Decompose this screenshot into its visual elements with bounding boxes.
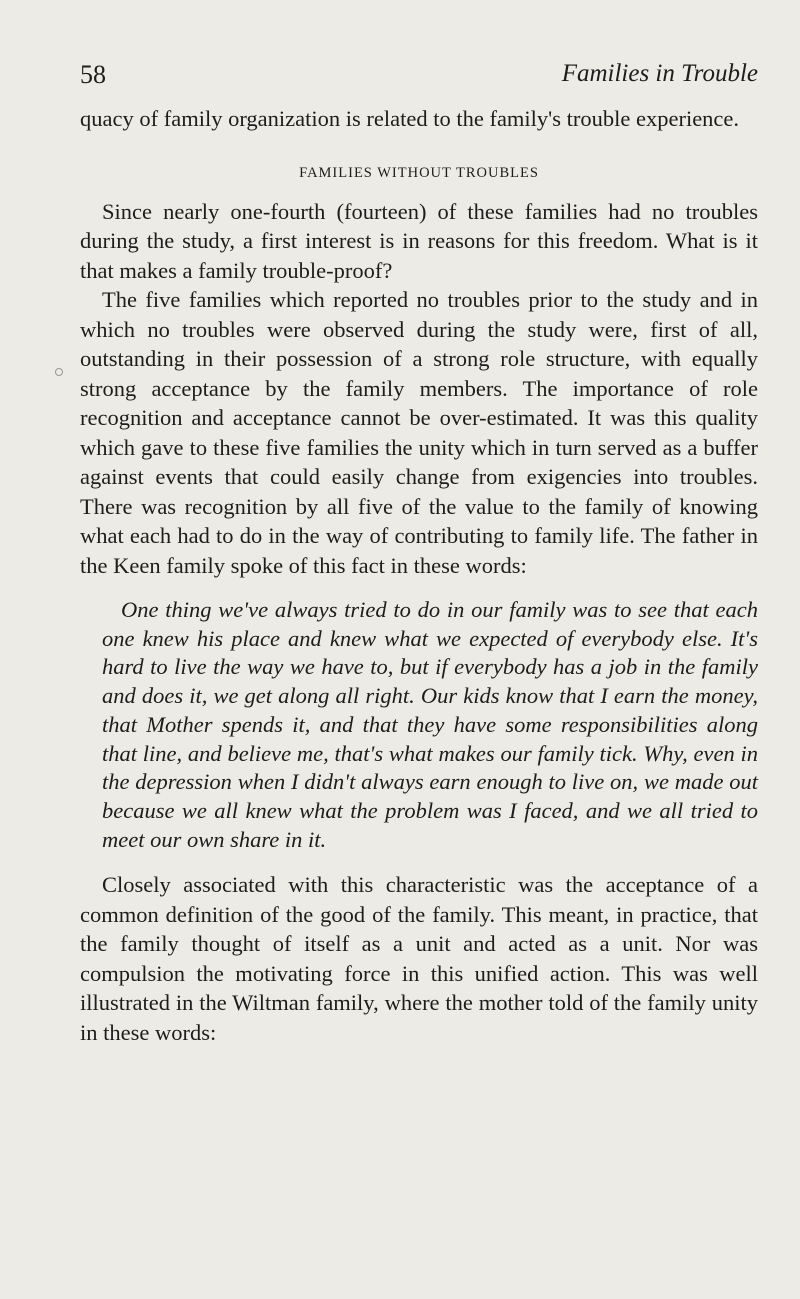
keen-family-quote: One thing we've always tried to do in our family was to see that each one knew his place and knew what we expected of everybody else. It's hard to live the way we have to, but if everybody has a job in the family and does it, we get along all right. Our kids know that I earn the money, that Mother spends it, and that they have some responsibilities along that line, and believe me, that's what makes our family tick. Why, even in the depression when I didn't always earn enough to live on, we made out because we all knew what the problem was I faced, and we all tried to meet our own share in it. [102,597,758,852]
page-number: 58 [80,60,106,89]
paragraph-common-definition: Closely associated with this characteristic was the acceptance of a common definition of the good of the family. This meant, in practice, that the family thought of itself as a unit and acted as a unit. Nor was compulsion the motivating force in this unified action. This was well illustrated in the Wiltman family, where the mother told of the family unity in these words: [80,872,758,1045]
book-page [80,60,758,1047]
paragraph-role-structure: The five families which reported no troubles prior to the study and in which no troubles were observed during the study were, first of all, outstanding in their possession of a strong role structure, with equally strong acceptance by the family members. The importance of role recognition and acceptance cannot be over-estimated. It was this quality which gave to these five families the unity which in turn served as a buffer against events that could easily change from exigencies into troubles. There was recognition by all five of the value to the family of knowing what each had to do in the way of contributing to family life. The father in the Keen family spoke of this fact in these words: [80,287,758,578]
paragraph-trouble-proof: Since nearly one-fourth (fourteen) of these families had no troubles during the study, a first interest is in reasons for this freedom. What is it that makes a family trouble-proof? [80,198,758,283]
book-title: Families in Trouble [561,60,758,87]
continued-paragraph: quacy of family organization is related to the family's trouble experience. [80,106,740,131]
section-heading: FAMILIES WITHOUT TROUBLES [299,164,539,181]
running-head [80,60,758,96]
margin-mark [55,368,63,376]
